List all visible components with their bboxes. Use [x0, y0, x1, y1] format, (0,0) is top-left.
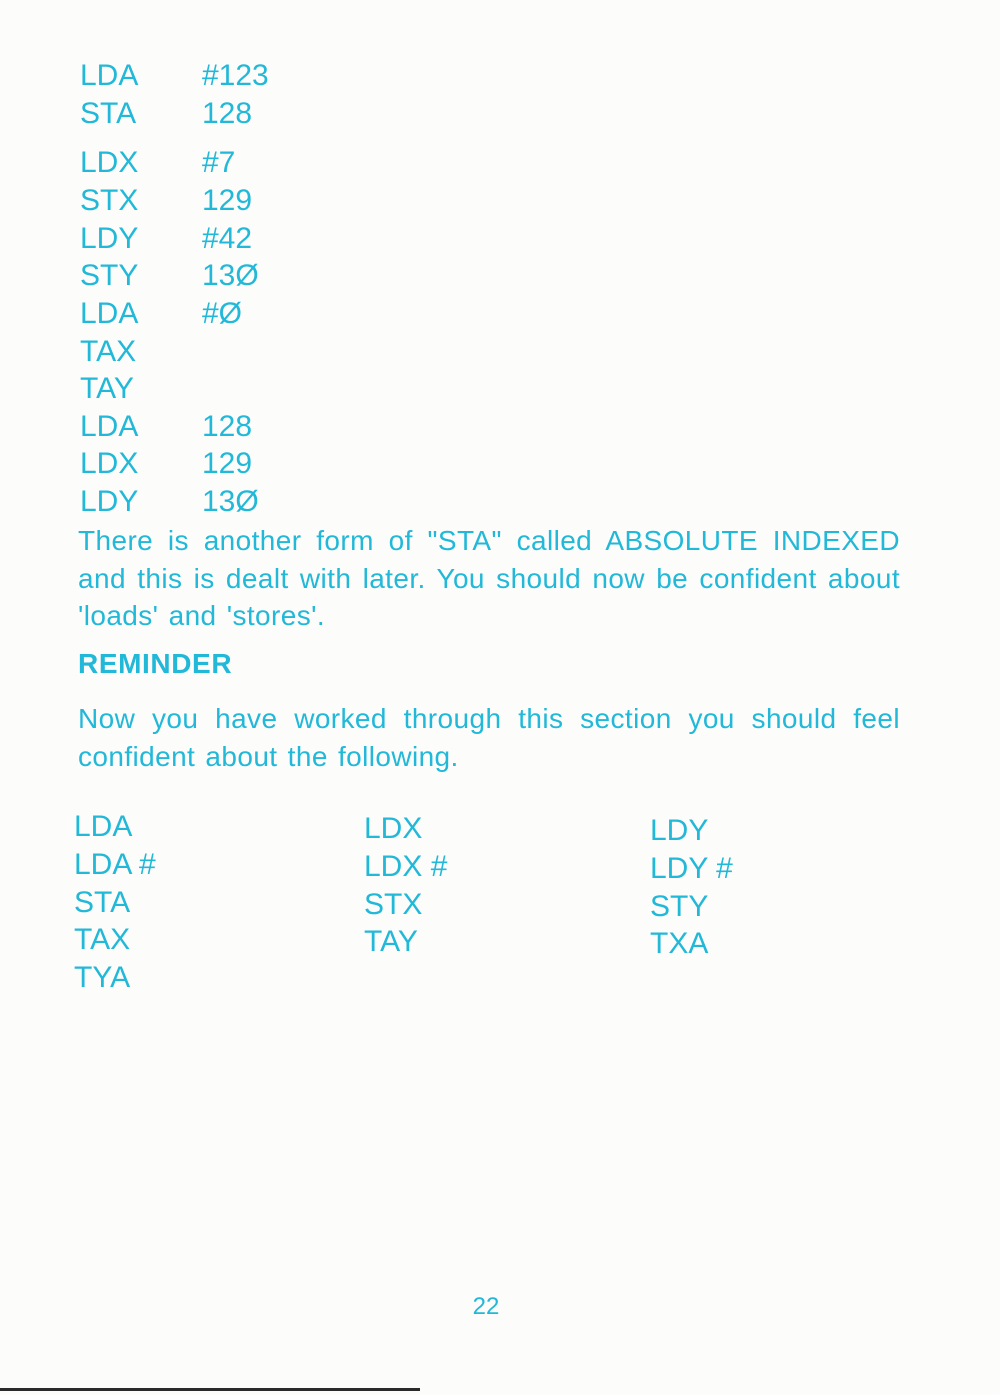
code-line	[80, 370, 202, 408]
instruction-item: LDX	[364, 812, 423, 845]
instruction-item: STA	[74, 886, 131, 919]
instruction-item: TAY	[364, 925, 418, 958]
instruction-item: STX	[364, 888, 423, 921]
opcode: STA	[80, 97, 137, 130]
instruction-item: LDY	[650, 814, 709, 847]
code-line	[80, 483, 259, 521]
code-line	[80, 295, 242, 333]
operand: 129	[202, 184, 253, 217]
instruction-item: LDA #	[74, 848, 156, 881]
page-number: 22	[472, 1293, 500, 1320]
operand: #Ø	[202, 297, 243, 330]
opcode: LDA	[80, 297, 139, 330]
opcode: LDY	[80, 485, 139, 518]
code-line	[80, 220, 252, 258]
code-line	[80, 95, 252, 133]
instruction-item: LDY #	[650, 852, 733, 885]
body-paragraph: There is another form of "STA" called ABSOLUTE INDEXED and this is dealt with later. You should now be confident about 'loads' and 'stores'.	[78, 525, 900, 631]
instruction-item: LDA	[74, 810, 133, 843]
operand: #42	[202, 222, 253, 255]
code-line	[80, 144, 235, 182]
operand: 13Ø	[202, 485, 259, 518]
code-line	[80, 57, 269, 95]
code-line	[80, 257, 259, 295]
instruction-item: TXA	[650, 927, 709, 960]
operand: 128	[202, 410, 253, 443]
opcode: STY	[80, 259, 139, 292]
instruction-item: TAX	[74, 923, 131, 956]
scan-edge-line	[0, 1388, 420, 1391]
section-heading: REMINDER	[78, 648, 233, 679]
operand: 128	[202, 97, 253, 130]
operand: 129	[202, 447, 253, 480]
opcode: LDA	[80, 410, 139, 443]
operand: 13Ø	[202, 259, 259, 292]
instruction-item: LDX #	[364, 850, 448, 883]
opcode: TAX	[80, 335, 137, 368]
code-line	[80, 182, 252, 220]
opcode: TAY	[80, 372, 134, 405]
opcode: LDX	[80, 447, 139, 480]
body-paragraph: Now you have worked through this section you should feel confident about the following.	[78, 703, 900, 772]
instruction-item: STY	[650, 890, 709, 923]
instruction-item: TYA	[74, 961, 131, 994]
opcode: LDY	[80, 222, 139, 255]
opcode: STX	[80, 184, 139, 217]
code-line	[80, 333, 202, 371]
code-line	[80, 445, 252, 483]
operand: #123	[202, 59, 269, 92]
instruction-grid	[74, 808, 914, 1018]
opcode: LDA	[80, 59, 139, 92]
opcode: LDX	[80, 146, 139, 179]
operand: #7	[202, 146, 236, 179]
code-line	[80, 408, 252, 446]
